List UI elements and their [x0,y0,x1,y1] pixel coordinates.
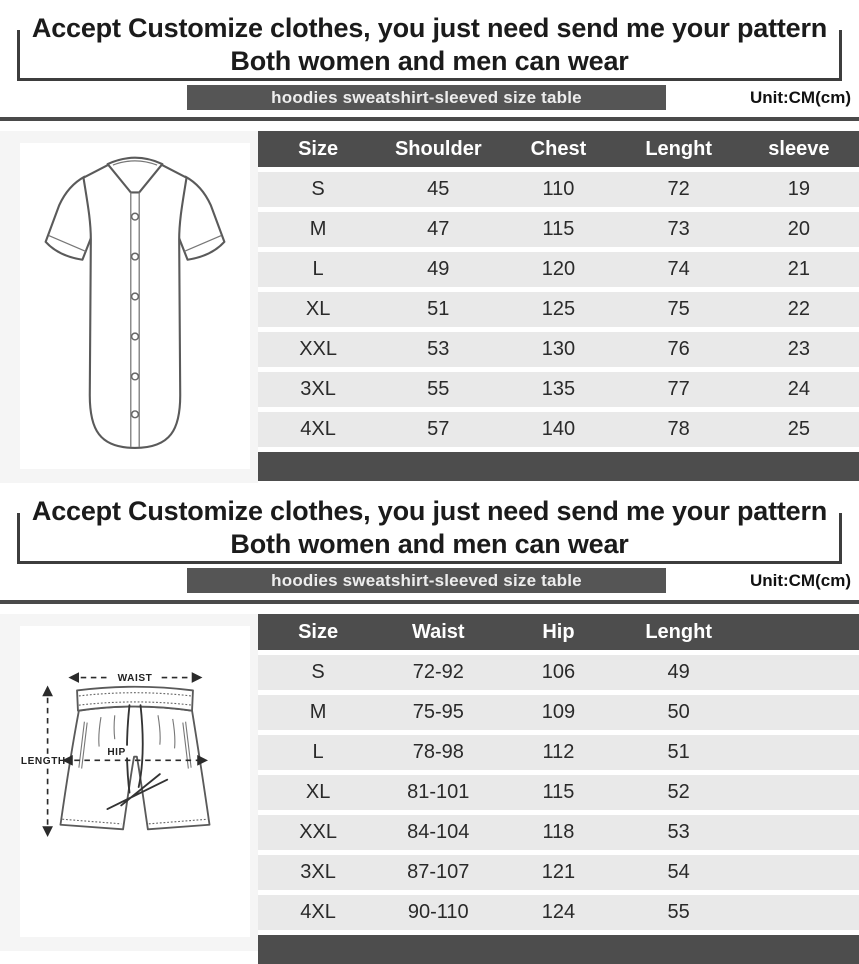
column-header [739,614,859,650]
shorts-table-head [258,614,859,650]
table-cell: 75 [619,292,739,327]
table-cell [739,775,859,810]
table-cell: 23 [739,332,859,367]
table-cell [739,815,859,850]
table-cell: 45 [378,172,498,207]
shirt-table-body [258,172,859,447]
table-cell: 106 [498,655,618,690]
column-header: sleeve [739,131,859,167]
table-cell: 49 [619,655,739,690]
section-heading-2 [0,483,859,564]
column-header: Lenght [619,614,739,650]
table-title-banner-2: hoodies sweatshirt-sleeved size table [187,568,666,593]
column-header: Size [258,131,378,167]
table-cell [739,855,859,890]
waist-measure-label: WAIST [117,673,153,685]
shirt-illustration-box [20,143,250,469]
shorts-size-table [258,609,859,935]
table-cell: S [258,172,378,207]
table-cell: 74 [619,252,739,287]
table-cell: 72-92 [378,655,498,690]
table-cell: 50 [619,695,739,730]
shirt-illustration [20,143,250,469]
table-cell: 55 [619,895,739,930]
table-cell: 77 [619,372,739,407]
table-cell: 51 [619,735,739,770]
table-row [258,775,859,810]
shorts-table-body [258,655,859,930]
unit-label-2: Unit:CM(cm) [749,571,851,590]
unit-label: Unit:CM(cm) [749,88,851,107]
shirt-size-table [258,126,859,452]
table-cell: 78 [619,412,739,447]
table-cell: 24 [739,372,859,407]
table-cell: 109 [498,695,618,730]
table-cell: 81-101 [378,775,498,810]
column-header: Chest [498,131,618,167]
table-cell: 25 [739,412,859,447]
table-cell: XL [258,775,378,810]
shorts-size-table-column [258,614,859,951]
table-cell: 120 [498,252,618,287]
table-cell: 53 [619,815,739,850]
column-header: Shoulder [378,131,498,167]
table-cell: 4XL [258,895,378,930]
table-cell: 72 [619,172,739,207]
heading-line-1: Accept Customize clothes, you just need send me your pattern [31,496,828,526]
table-title-banner: hoodies sweatshirt-sleeved size table [187,85,666,110]
table-cell: 49 [378,252,498,287]
column-header: Waist [378,614,498,650]
table-cell: 4XL [258,412,378,447]
table-cell: 51 [378,292,498,327]
table-cell: 54 [619,855,739,890]
shorts-illustration-panel [0,614,258,951]
header-row [258,131,859,167]
banner-row [0,85,859,112]
table-cell: M [258,695,378,730]
shorts-table-footer-bar [258,935,859,964]
table-cell: 84-104 [378,815,498,850]
table-row [258,412,859,447]
hip-measure-label: HIP [107,746,126,758]
banner-row-2 [0,568,859,595]
shirt-table-head [258,131,859,167]
table-row [258,332,859,367]
table-cell: 110 [498,172,618,207]
table-cell: 124 [498,895,618,930]
table-cell: 76 [619,332,739,367]
table-cell: XL [258,292,378,327]
column-header: Size [258,614,378,650]
section-divider [0,117,859,121]
table-cell: 21 [739,252,859,287]
heading-line-1: Accept Customize clothes, you just need send me your pattern [31,13,828,43]
shorts-waistband [77,687,193,711]
shorts-illustration-box [20,626,250,937]
shirt-table-footer-bar [258,452,859,481]
table-cell: XXL [258,815,378,850]
table-row [258,855,859,890]
table-cell: 115 [498,212,618,247]
table-cell: 121 [498,855,618,890]
table-row [258,815,859,850]
table-cell: 90-110 [378,895,498,930]
table-cell: M [258,212,378,247]
shorts-illustration [20,626,250,937]
table-cell: L [258,735,378,770]
table-cell: 3XL [258,855,378,890]
shorts-section-content [0,614,859,951]
table-cell: 130 [498,332,618,367]
table-cell: 125 [498,292,618,327]
shirt-size-table-column [258,131,859,483]
table-cell [739,655,859,690]
table-cell: 73 [619,212,739,247]
table-cell: 78-98 [378,735,498,770]
table-row [258,292,859,327]
shirt-illustration-panel [0,131,258,483]
heading-line-2: Both women and men can wear [230,529,629,559]
table-cell: L [258,252,378,287]
table-cell [739,695,859,730]
table-row [258,735,859,770]
shorts-size-section [0,483,859,951]
shorts-body [60,707,209,830]
table-row [258,895,859,930]
table-cell: 47 [378,212,498,247]
length-measure-label: LENGTH [20,756,66,768]
table-cell: 19 [739,172,859,207]
section-heading [0,0,859,81]
header-row [258,614,859,650]
table-cell: XXL [258,332,378,367]
heading-line-2: Both women and men can wear [230,46,629,76]
section-divider-2 [0,600,859,604]
table-cell: 22 [739,292,859,327]
column-header: Hip [498,614,618,650]
table-row [258,655,859,690]
table-cell: 20 [739,212,859,247]
table-cell: 118 [498,815,618,850]
table-cell [739,895,859,930]
table-row [258,172,859,207]
table-cell: 135 [498,372,618,407]
table-cell: 3XL [258,372,378,407]
table-cell: 53 [378,332,498,367]
table-cell: 112 [498,735,618,770]
table-row [258,695,859,730]
table-cell: 52 [619,775,739,810]
table-cell: 55 [378,372,498,407]
table-cell: 140 [498,412,618,447]
table-row [258,252,859,287]
table-row [258,372,859,407]
table-cell: 57 [378,412,498,447]
table-cell [739,735,859,770]
shirt-body [83,164,186,448]
shirt-section-content [0,131,859,483]
table-cell: 87-107 [378,855,498,890]
table-cell: 115 [498,775,618,810]
table-row [258,212,859,247]
column-header: Lenght [619,131,739,167]
table-cell: S [258,655,378,690]
table-cell: 75-95 [378,695,498,730]
